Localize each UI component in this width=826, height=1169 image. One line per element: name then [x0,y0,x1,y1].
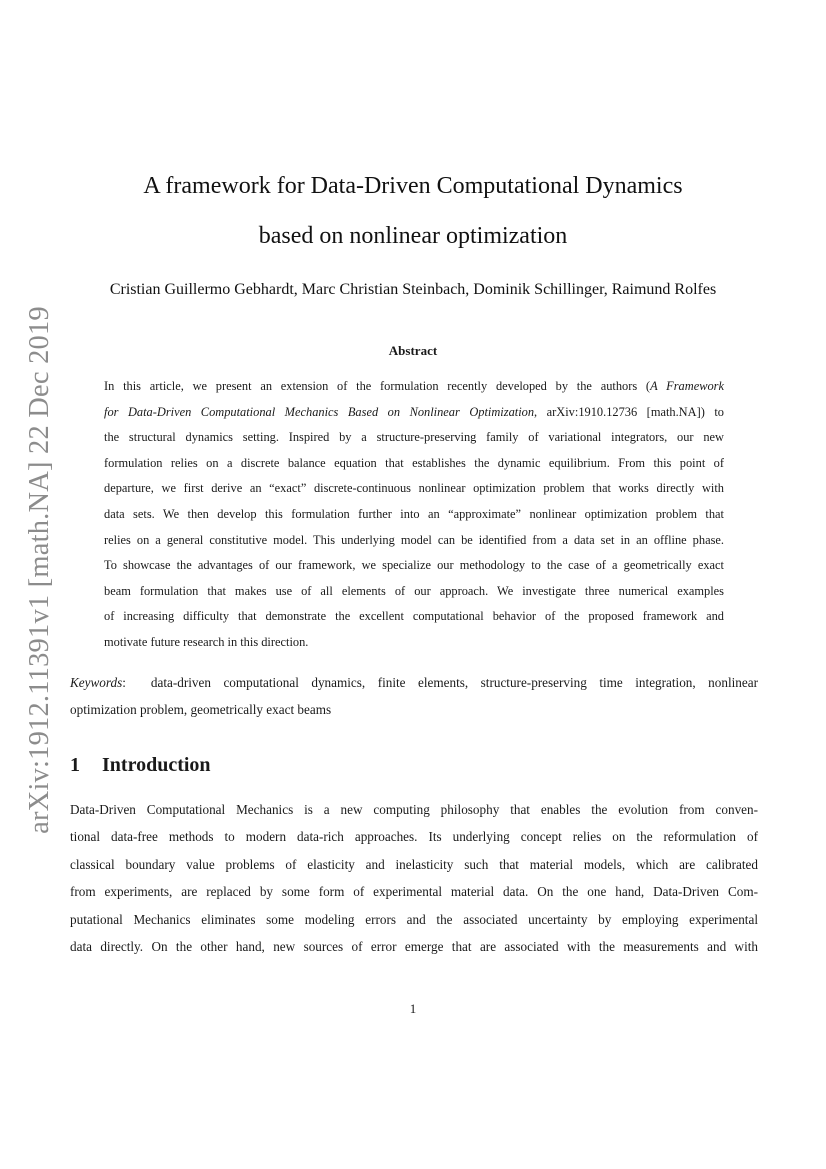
cited-title-italic: A Framework [650,379,724,393]
arxiv-identifier-stamp: arXiv:1912.11391v1 [math.NA] 22 Dec 2019 [24,306,55,834]
section-heading [70,754,211,777]
body-line: tional data-free methods to modern data-rich approaches. Its underlying concept relies on the reformulation of [70,829,758,845]
keywords-text: data-driven computational dynamics, finite elements, structure-preserving time integration, nonlinear [150,675,758,690]
abstract-body [104,374,724,656]
keywords-line: optimization problem, geometrically exact beams [70,702,332,717]
abstract-line [104,374,724,400]
body-line: putational Mechanics eliminates some modeling errors and the associated uncertainty by employing experimental [70,911,758,927]
keywords-label: Keywords [70,675,123,690]
abstract-line: beam formulation that makes use of all elements of our approach. We investigate three numerical examples [104,583,724,598]
abstract-text: , arXiv:1910.12736 [math.NA]) to [534,404,724,419]
section-number: 1 [70,754,80,776]
abstract-line: formulation relies on a discrete balance equation that establishes the dynamic equilibrium. From this point of [104,455,724,470]
keywords-block [70,669,758,723]
page-number: 1 [409,1001,417,1016]
keywords-line: Keywords: data-driven computational dynamics, finite elements, structure-preserving time integration, nonlinear [70,675,758,690]
body-line: Data-Driven Computational Mechanics is a new computing philosophy that enables the evolution from conven- [70,802,758,817]
abstract-line [104,400,724,426]
paper-title-line-1: A framework for Data-Driven Computational Dynamics [143,173,683,199]
introduction-body [70,796,758,960]
abstract-text: In this article, we present an extension of the formulation recently developed by the authors ( [104,379,651,393]
paper-title-line-2: based on nonlinear optimization [258,223,568,249]
abstract-line: motivate future research in this direction. [104,634,309,649]
section-title: Introduction [102,754,211,776]
abstract-line: relies on a general constitutive model. This underlying model can be identified from a data set in an offline phase. [104,532,724,547]
abstract-line: data sets. We then develop this formulation further into an “approximate” nonlinear optimization problem that [104,506,724,521]
body-line: classical boundary value problems of elasticity and inelasticity such that material models, which are calibrated [70,856,758,872]
abstract-line: departure, we first derive an “exact” discrete-continuous nonlinear optimization problem that works directly with [104,481,724,496]
abstract-line: To showcase the advantages of our framework, we specialize our methodology to the case of a geometrically exact [104,558,724,573]
body-line: from experiments, are replaced by some form of experimental material data. On the one hand, Data-Driven Com- [70,884,758,900]
author-list: Cristian Guillermo Gebhardt, Marc Christian Steinbach, Dominik Schillinger, Raimund Rolfes [109,281,717,298]
abstract-line: the structural dynamics setting. Inspired by a structure-preserving family of variational integrators, our new [104,430,724,445]
abstract-heading: Abstract [388,343,438,358]
body-line: data directly. On the other hand, new sources of error emerge that are associated with the measurements and with [70,938,758,954]
abstract-line: of increasing difficulty that demonstrate the excellent computational behavior of the proposed framework and [104,609,724,624]
cited-title-italic: for Data-Driven Computational Mechanics Based on Nonlinear Optimization [104,404,535,419]
